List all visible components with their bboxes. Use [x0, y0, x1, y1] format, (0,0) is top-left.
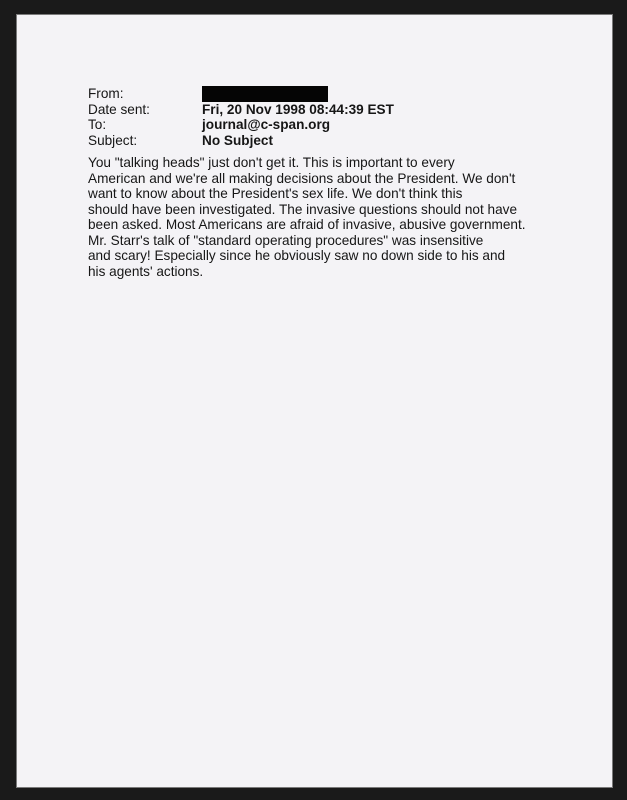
document-page — [16, 14, 613, 788]
subject-row — [88, 133, 588, 149]
subject-value: No Subject — [202, 132, 273, 148]
body-line: his agents' actions. — [88, 263, 204, 279]
date-value: Fri, 20 Nov 1998 08:44:39 EST — [202, 101, 394, 117]
body-line: and scary! Especially since he obviously saw no down side to his and — [88, 248, 506, 263]
body-line: You "talking heads" just don't get it. This is important to every — [88, 155, 455, 170]
body-line: American and we're all making decisions about the President. We don't — [88, 170, 516, 186]
email-body — [88, 155, 568, 279]
redacted-sender-block — [202, 86, 328, 102]
date-label: Date sent: — [88, 101, 150, 117]
body-line: been asked. Most Americans are afraid of invasive, abusive government. — [88, 217, 526, 232]
date-row — [88, 102, 588, 118]
email-header — [88, 86, 588, 148]
to-label: To: — [88, 117, 107, 132]
from-row — [88, 86, 588, 102]
body-line: want to know about the President's sex life. We don't think this — [88, 186, 463, 201]
to-row — [88, 117, 588, 133]
body-line: Mr. Starr's talk of "standard operating procedures" was insensitive — [88, 232, 484, 248]
to-value: journal@c-span.org — [202, 117, 331, 132]
subject-label: Subject: — [88, 132, 138, 148]
body-line: should have been investigated. The invasive questions should not have — [88, 201, 518, 217]
from-label: From: — [88, 86, 124, 101]
